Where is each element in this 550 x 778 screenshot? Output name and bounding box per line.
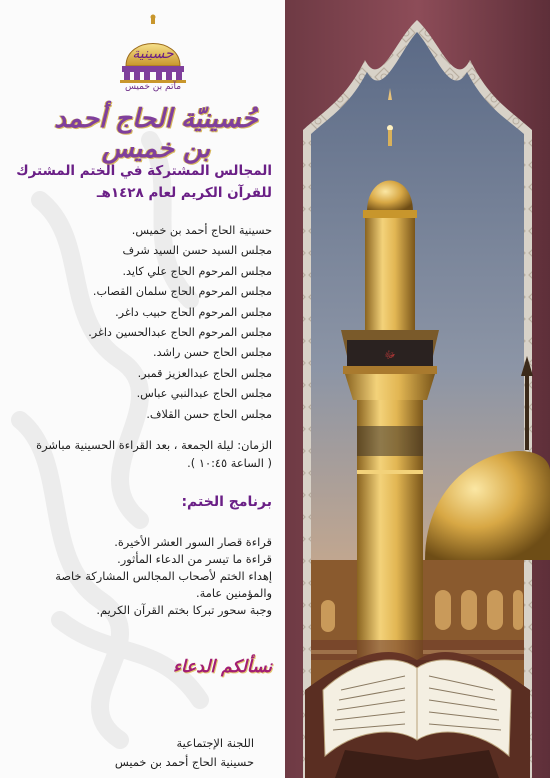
time-line: ( الساعة ١٠:٤٥ ). — [187, 456, 272, 470]
list-item: مجلس الحاج عبدالعزيز قمبر. — [137, 366, 272, 380]
list-item: مجلس المرحوم الحاج علي كايد. — [122, 264, 272, 278]
svg-text:حسينية: حسينية — [132, 46, 174, 62]
svg-text:ﷻ: ﷻ — [384, 350, 396, 361]
time-info — [10, 436, 272, 472]
majalis-list — [10, 221, 272, 425]
signature-hussainiya: حسينية الحاج أحمد بن خميس — [114, 755, 254, 769]
shrine-illustration — [285, 0, 550, 778]
program-item: وجبة سحور تبركا بختم القرآن الكريم. — [96, 603, 272, 617]
list-item: مجلس المرحوم الحاج سلمان القصاب. — [92, 285, 272, 299]
signature-committee: اللجنة الإجتماعية — [176, 736, 254, 750]
signature — [10, 734, 254, 772]
shrine-image-panel — [285, 0, 550, 778]
program-item: قراءة ما تيسر من الدعاء المأثور. — [117, 552, 272, 566]
program-item: إهداء الختم لأصحاب المجالس المشاركة خاصة — [55, 569, 272, 583]
time-line: الزمان: ليلة الجمعة ، بعد القراءة الحسينية مباشرة — [36, 438, 272, 452]
list-item: حسينية الحاج أحمد بن خميس. — [131, 224, 272, 237]
main-heading: المجالس المشتركة في الختم المشترك للقرآن الكريم لعام ١٤٢٨هـ — [16, 163, 272, 201]
list-item: مجلس السيد حسن السيد شرف — [122, 244, 272, 258]
hussainiya-title: حُسينيّة الحاج أحمد بن خميس — [54, 104, 258, 164]
dua-text: نسألكم الدعاء — [172, 657, 272, 677]
list-item: مجلس المرحوم الحاج حبيب داغر. — [115, 305, 272, 319]
list-item: مجلس المرحوم الحاج عبدالحسين داغر. — [88, 326, 272, 340]
program-list — [10, 534, 272, 619]
logo-caption: مآتم بن خميس — [124, 82, 182, 92]
program-item: والمؤمنين عامة. — [196, 586, 272, 600]
list-item: مجلس الحاج عبدالنبي عباس. — [136, 387, 272, 401]
list-item: مجلس الحاج حسن القلاف. — [146, 407, 272, 421]
program-title: برنامج الختم: — [181, 494, 272, 510]
list-item: مجلس الحاج حسن راشد. — [153, 346, 272, 360]
program-item: قراءة قصار السور العشر الأخيرة. — [114, 535, 272, 549]
